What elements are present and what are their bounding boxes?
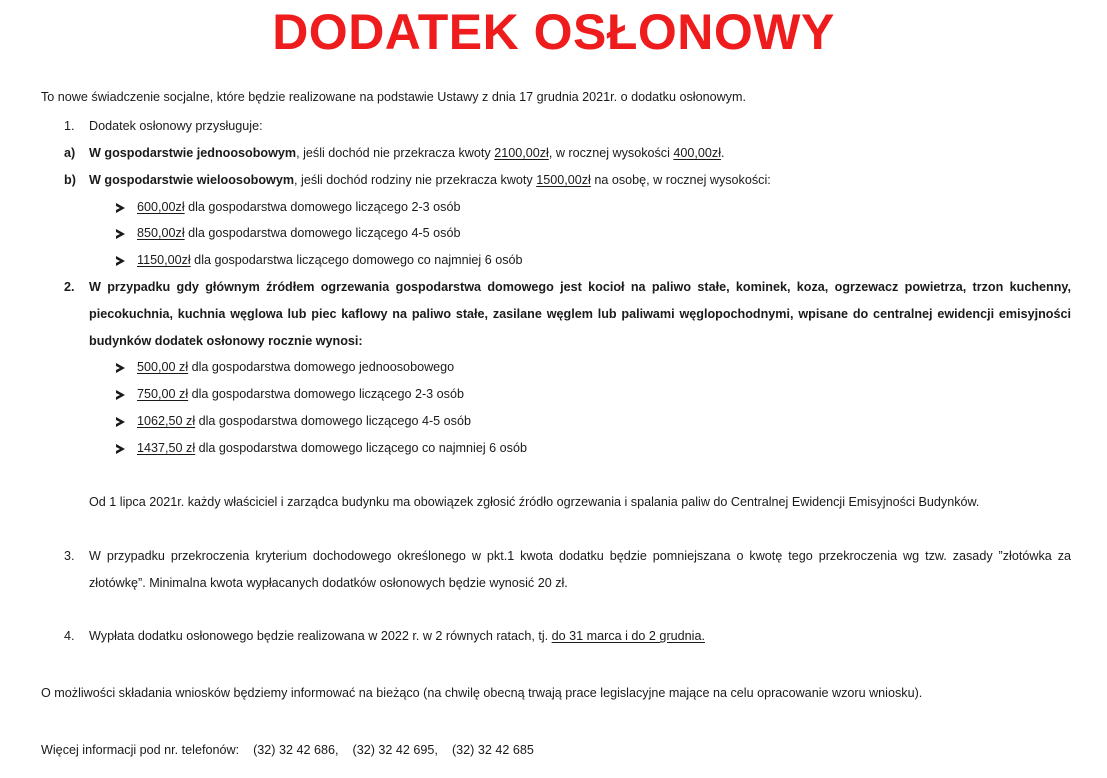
item-1a-t1: , jeśli dochód nie przekracza kwoty <box>296 146 495 160</box>
arrow-bullet-icon <box>116 256 125 266</box>
item-2-bullet <box>137 439 527 457</box>
item-4-number: 4. <box>64 629 75 643</box>
page-title: DODATEK OSŁONOWY <box>272 4 835 60</box>
item-1b-marker: b) <box>64 173 76 187</box>
phone-number[interactable]: (32) 32 42 695, <box>352 743 438 757</box>
arrow-bullet-icon <box>116 390 125 400</box>
bullet-text: dla gospodarstwa liczącego domowego co najmniej 6 osób <box>190 253 523 267</box>
applications-note: O możliwości składania wniosków będziemy informować na bieżąco (na chwilę obecną trwają prace legislacyjne mające na celu opracowanie wzoru wniosku). <box>41 686 923 700</box>
item-1-text: Dodatek osłonowy przysługuje: <box>89 119 263 133</box>
item-1a-amount: 400,00zł <box>673 146 722 160</box>
contact-line <box>41 741 534 759</box>
bullet-amount: 1150,00zł <box>137 253 191 267</box>
item-1-bullet <box>137 251 523 269</box>
arrow-bullet-icon <box>116 417 125 427</box>
item-1a-text <box>89 144 725 162</box>
bullet-text: dla gospodarstwa domowego jednoosobowego <box>188 360 455 374</box>
item-2-text: W przypadku gdy głównym źródłem ogrzewania gospodarstwa domowego jest kocioł na paliwo stałe, kominek, koza, ogrzewacz powietrza, trzon kuchenny, piecokuchnia, kuchnia węglowa lub piec kaflowy na paliwo stałe, zasilane węglem lub paliwami węglopochodnymi, wpisane do centralnej ewidencji emisyjności budynków dodatek osłonowy rocznie wynosi: <box>89 280 1071 348</box>
item-1b-bold: W gospodarstwie wieloosobowym <box>89 173 295 187</box>
bullet-amount: 600,00zł <box>137 200 185 214</box>
item-1b-t2: na osobę, w rocznej wysokości: <box>590 173 771 187</box>
item-1b-t1: , jeśli dochód rodziny nie przekracza kwoty <box>294 173 537 187</box>
bullet-text: dla gospodarstwa domowego liczącego co najmniej 6 osób <box>195 441 527 455</box>
bullet-text: dla gospodarstwa domowego liczącego 4-5 osób <box>184 226 461 240</box>
contact-label: Więcej informacji pod nr. telefonów: <box>41 743 240 757</box>
phone-number[interactable]: (32) 32 42 686, <box>253 743 339 757</box>
phone-number[interactable]: (32) 32 42 685 <box>451 743 534 757</box>
item-2-note: Od 1 lipca 2021r. każdy właściciel i zarządca budynku ma obowiązek zgłosić źródło ogrzewania i spalania paliw do Centralnej Ewidencji Emisyjności Budynków. <box>89 495 980 509</box>
item-1a-bold: W gospodarstwie jednoosobowym <box>89 146 297 160</box>
arrow-bullet-icon <box>116 363 125 373</box>
arrow-bullet-icon <box>116 444 125 454</box>
bullet-amount: 500,00 zł <box>137 360 189 374</box>
item-1-number: 1. <box>64 119 75 133</box>
item-1a-marker: a) <box>64 146 76 160</box>
item-1b-income-limit: 1500,00zł <box>536 173 591 187</box>
bullet-amount: 1437,50 zł <box>137 441 196 455</box>
bullet-amount: 1062,50 zł <box>137 414 196 428</box>
item-1a-t3: . <box>721 146 725 160</box>
bullet-text: dla gospodarstwa domowego liczącego 2-3 osób <box>188 387 464 401</box>
bullet-text: dla gospodarstwa domowego liczącego 2-3 osób <box>184 200 461 214</box>
item-1-bullet <box>137 224 460 242</box>
item-1a-income-limit: 2100,00zł <box>494 146 549 160</box>
item-4-main: Wypłata dodatku osłonowego będzie realizowana w 2022 r. w 2 równych ratach, tj. <box>89 629 552 643</box>
item-2-bullet <box>137 358 454 376</box>
item-3-number: 3. <box>64 549 75 563</box>
item-3-text: W przypadku przekroczenia kryterium dochodowego określonego w pkt.1 kwota dodatku będzie pomniejszana o kwotę tego przekroczenia wg tzw. zasady ”złotówka za złotówkę”. Minimalna kwota wypłacanych dodatków osłonowych będzie wynosić 20 zł. <box>89 549 1071 590</box>
bullet-amount: 750,00 zł <box>137 387 189 401</box>
item-1-bullet <box>137 198 460 216</box>
arrow-bullet-icon <box>116 203 125 213</box>
bullet-text: dla gospodarstwa domowego liczącego 4-5 osób <box>195 414 471 428</box>
arrow-bullet-icon <box>116 229 125 239</box>
item-2-number: 2. <box>64 280 75 294</box>
bullet-amount: 850,00zł <box>137 226 185 240</box>
item-1b-text <box>89 171 771 189</box>
item-1a-t2: , w rocznej wysokości <box>548 146 674 160</box>
item-2-bullet <box>137 412 471 430</box>
intro-paragraph: To nowe świadczenie socjalne, które będzie realizowane na podstawie Ustawy z dnia 17 grudnia 2021r. o dodatku osłonowym. <box>41 90 746 104</box>
item-2-bullet <box>137 385 464 403</box>
item-4-text <box>89 627 705 645</box>
item-4-dates: do 31 marca i do 2 grudnia. <box>551 629 705 643</box>
